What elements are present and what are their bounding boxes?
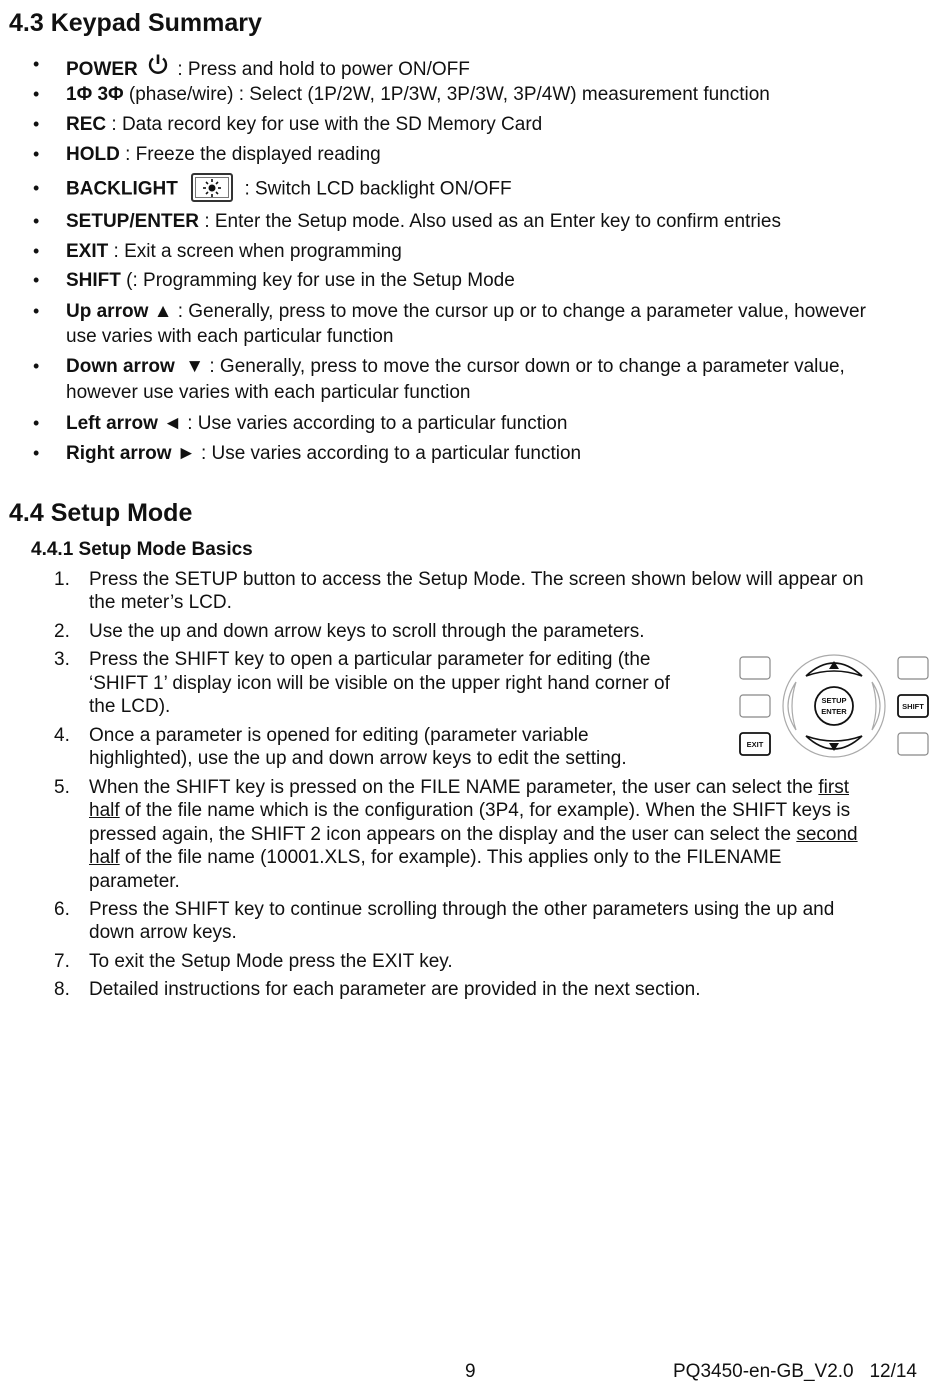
document-id: PQ3450-en-GB_V2.0 12/14	[673, 1361, 917, 1382]
section-title-setup-mode: 4.4 Setup Mode	[9, 499, 193, 527]
key-name: SHIFT	[66, 270, 121, 291]
step-text: Once a parameter is opened for editing (parameter variable	[89, 725, 589, 746]
step-number: 6.	[54, 899, 70, 920]
key-name: HOLD	[66, 144, 120, 165]
key-desc: : Switch LCD backlight ON/OFF	[244, 178, 512, 200]
key-desc: : Press and hold to power ON/OFF	[177, 59, 470, 80]
step-text	[89, 823, 858, 846]
step-text: Use the up and down arrow keys to scroll through the parameters.	[89, 621, 645, 642]
underlined-text: half	[89, 847, 120, 868]
step-text: Press the SHIFT key to open a particular parameter for editing (the	[89, 649, 651, 670]
step-text: the meter’s LCD.	[89, 592, 232, 613]
backlight-icon	[191, 173, 233, 202]
bullet: •	[33, 178, 40, 198]
blank-key	[898, 657, 928, 679]
list-item	[66, 53, 470, 81]
step-text	[89, 776, 849, 799]
text-run: pressed again, the SHIFT 2 icon appears on the display and the user can select the	[89, 824, 797, 845]
power-icon	[146, 53, 170, 77]
list-item	[66, 210, 781, 233]
key-name: Left arrow ◄	[66, 413, 182, 434]
list-item	[66, 177, 512, 202]
underlined-text: second	[796, 824, 858, 845]
step-text: highlighted), use the up and down arrow keys to edit the setting.	[89, 748, 627, 769]
text-run: of the file name which is the configuration (3P4, for example). When the SHIFT keys is	[119, 800, 851, 821]
bullet: •	[33, 144, 40, 164]
list-item	[66, 300, 866, 323]
list-item	[66, 269, 515, 292]
bullet: •	[33, 211, 40, 231]
exit-label: EXIT	[746, 740, 764, 749]
key-desc: : Generally, press to move the cursor down or to change a parameter value,	[209, 356, 845, 377]
bullet: •	[33, 114, 40, 134]
key-desc: : Freeze the displayed reading	[125, 144, 381, 165]
subsection-title: 4.4.1 Setup Mode Basics	[31, 539, 253, 560]
key-desc: : Generally, press to move the cursor up or to change a parameter value, however	[177, 301, 866, 322]
underlined-text: first	[818, 777, 849, 798]
key-name: Down arrow ▼	[66, 356, 205, 377]
key-name: POWER	[66, 59, 138, 80]
keypad-illustration	[736, 652, 932, 760]
list-item	[66, 83, 770, 106]
key-name: BACKLIGHT	[66, 178, 178, 200]
step-text: To exit the Setup Mode press the EXIT key.	[89, 951, 453, 972]
step-text: Press the SHIFT key to continue scrolling through the other parameters using the up and	[89, 899, 835, 920]
step-number: 1.	[54, 569, 70, 590]
step-text: down arrow keys.	[89, 922, 237, 943]
shift-label: SHIFT	[902, 702, 924, 711]
setup-enter-key	[815, 687, 853, 725]
list-item-continuation: use varies with each particular function	[66, 326, 394, 347]
bullet: •	[33, 84, 40, 104]
bullet: •	[33, 241, 40, 261]
key-name: REC	[66, 114, 107, 135]
key-name: Right arrow ►	[66, 443, 196, 464]
bullet: •	[33, 301, 40, 321]
bullet: •	[33, 443, 40, 463]
key-desc: (: Programming key for use in the Setup Mode	[126, 270, 515, 291]
step-text	[89, 846, 781, 869]
section-title-keypad-summary: 4.3 Keypad Summary	[9, 9, 262, 37]
blank-key	[740, 657, 770, 679]
list-item	[66, 412, 567, 435]
key-desc: (phase/wire) : Select (1P/2W, 1P/3W, 3P/3W, 3P/4W) measurement function	[128, 84, 770, 105]
text-run: When the SHIFT key is pressed on the FILE NAME parameter, the user can select the	[89, 777, 819, 798]
key-name: 1Φ 3Φ	[66, 84, 124, 105]
step-text: Detailed instructions for each parameter are provided in the next section.	[89, 979, 701, 1000]
key-desc: : Use varies according to a particular function	[187, 413, 568, 434]
text-run: of the file name (10001.XLS, for example). This applies only to the FILENAME	[119, 847, 782, 868]
list-item	[66, 143, 381, 166]
key-desc: : Enter the Setup mode. Also used as an Enter key to confirm entries	[204, 211, 781, 232]
step-number: 4.	[54, 725, 70, 746]
step-text: ‘SHIFT 1’ display icon will be visible on the upper right hand corner of	[89, 673, 670, 694]
step-number: 7.	[54, 951, 70, 972]
list-item-continuation: however use varies with each particular function	[66, 382, 471, 403]
key-desc: : Use varies according to a particular function	[200, 443, 582, 464]
list-item	[66, 240, 402, 263]
page-number: 9	[465, 1361, 476, 1382]
step-number: 5.	[54, 777, 70, 798]
list-item	[66, 442, 581, 465]
step-number: 8.	[54, 979, 70, 1000]
list-item	[66, 113, 542, 136]
bullet: •	[33, 270, 40, 290]
underlined-text: half	[89, 800, 120, 821]
step-text: parameter.	[89, 871, 180, 892]
setup-label: SETUP	[821, 696, 847, 705]
step-number: 2.	[54, 621, 70, 642]
blank-key	[740, 695, 770, 717]
key-name: EXIT	[66, 241, 109, 262]
step-text: Press the SETUP button to access the Setup Mode. The screen shown below will appear on	[89, 569, 864, 590]
list-item	[66, 355, 845, 378]
step-number: 3.	[54, 649, 70, 670]
enter-label: ENTER	[821, 707, 847, 716]
bullet: •	[33, 54, 40, 74]
key-name: SETUP/ENTER	[66, 211, 200, 232]
blank-key	[898, 733, 928, 755]
key-name: Up arrow ▲	[66, 301, 173, 322]
step-text	[89, 799, 850, 822]
key-desc: : Data record key for use with the SD Memory Card	[111, 114, 543, 135]
key-desc: : Exit a screen when programming	[113, 241, 402, 262]
bullet: •	[33, 413, 40, 433]
bullet: •	[33, 356, 40, 376]
step-text: the LCD).	[89, 696, 171, 717]
